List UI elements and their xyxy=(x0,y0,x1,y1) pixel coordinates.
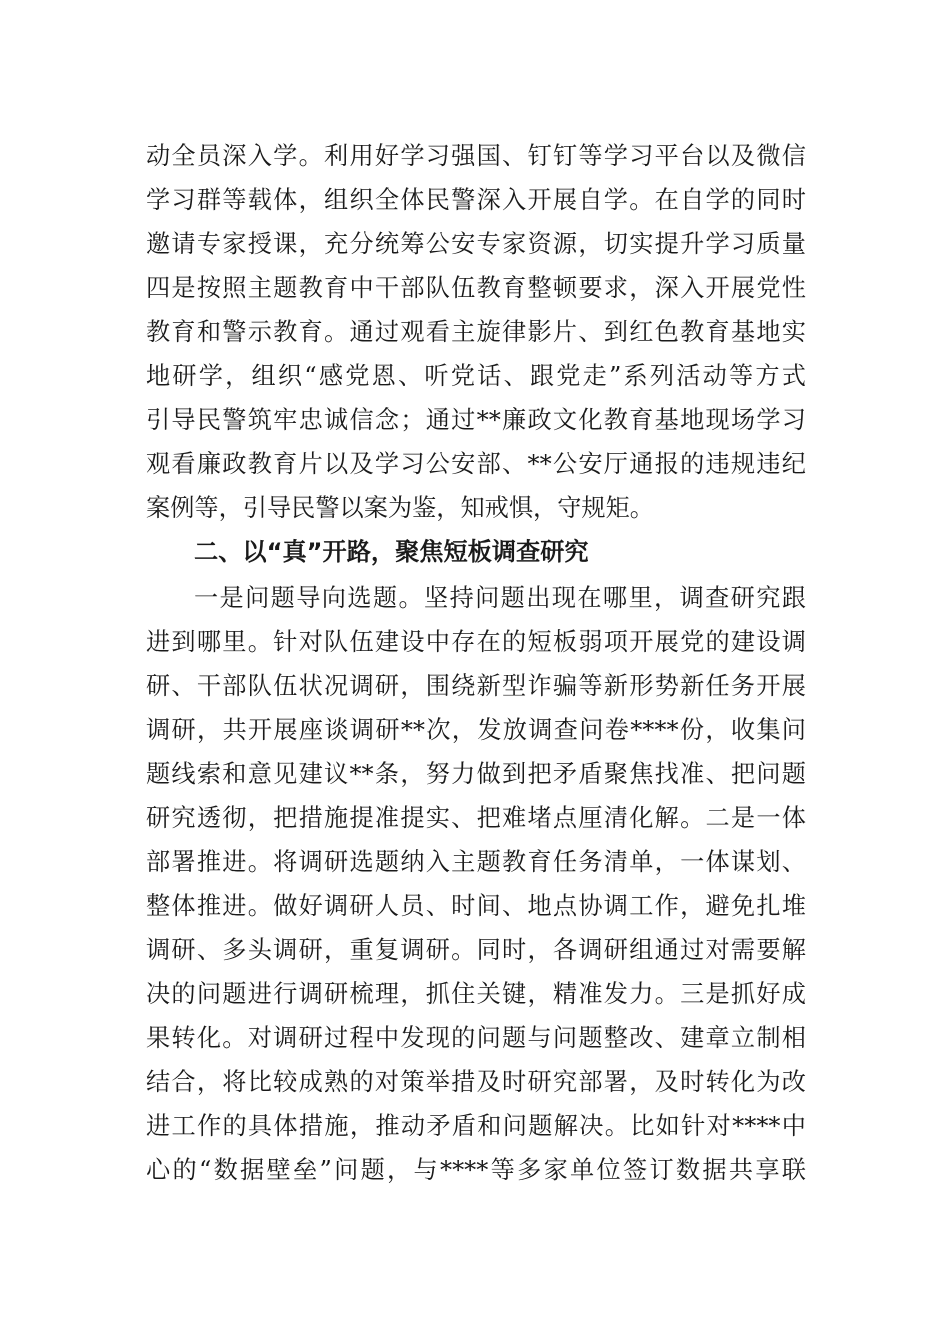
text-line: 调研，共开展座谈调研**次，发放调查问卷****份，收集问 xyxy=(146,716,806,744)
text-line: 进工作的具体措施，推动矛盾和问题解决。比如针对****中 xyxy=(146,1112,806,1140)
text-line: 调研、多头调研，重复调研。同时，各调研组通过对需要解 xyxy=(146,936,806,964)
text-line: 四是按照主题教育中干部队伍教育整顿要求，深入开展党性 xyxy=(146,274,806,302)
text-line: 研、干部队伍状况调研，围绕新型诈骗等新形势新任务开展 xyxy=(146,672,806,700)
text-line: 心的“数据壁垒”问题，与****等多家单位签订数据共享联 xyxy=(146,1156,806,1184)
text-line: 动全员深入学。利用好学习强国、钉钉等学习平台以及微信 xyxy=(146,142,806,170)
text-line: 一是问题导向选题。坚持问题出现在哪里，调查研究跟 xyxy=(194,584,806,612)
text-line: 果转化。对调研过程中发现的问题与问题整改、建章立制相 xyxy=(146,1024,806,1052)
text-line: 观看廉政教育片以及学习公安部、**公安厅通报的违规违纪 xyxy=(146,450,806,478)
section-heading: 二、以“真”开路，聚焦短板调查研究 xyxy=(194,538,589,566)
text-line: 部署推进。将调研选题纳入主题教育任务清单，一体谋划、 xyxy=(146,848,806,876)
text-line: 引导民警筑牢忠诚信念；通过**廉政文化教育基地现场学习 xyxy=(146,406,806,434)
text-line: 决的问题进行调研梳理，抓住关键，精准发力。三是抓好成 xyxy=(146,980,806,1008)
text-line: 整体推进。做好调研人员、时间、地点协调工作，避免扎堆 xyxy=(146,892,806,920)
text-line: 邀请专家授课，充分统筹公安专家资源，切实提升学习质量 xyxy=(146,230,806,258)
text-line: 题线索和意见建议**条，努力做到把矛盾聚焦找准、把问题 xyxy=(146,760,806,788)
text-line: 进到哪里。针对队伍建设中存在的短板弱项开展党的建设调 xyxy=(146,628,806,656)
text-line: 结合，将比较成熟的对策举措及时研究部署，及时转化为改 xyxy=(146,1068,806,1096)
text-line: 学习群等载体，组织全体民警深入开展自学。在自学的同时 xyxy=(146,186,806,214)
text-line: 地研学，组织“感党恩、听党话、跟党走”系列活动等方式 xyxy=(146,362,806,390)
text-line: 研究透彻，把措施提准提实、把难堵点厘清化解。二是一体 xyxy=(146,804,806,832)
text-line: 教育和警示教育。通过观看主旋律影片、到红色教育基地实 xyxy=(146,318,806,346)
text-line: 案例等，引导民警以案为鉴，知戒惧，守规矩。 xyxy=(146,494,654,522)
